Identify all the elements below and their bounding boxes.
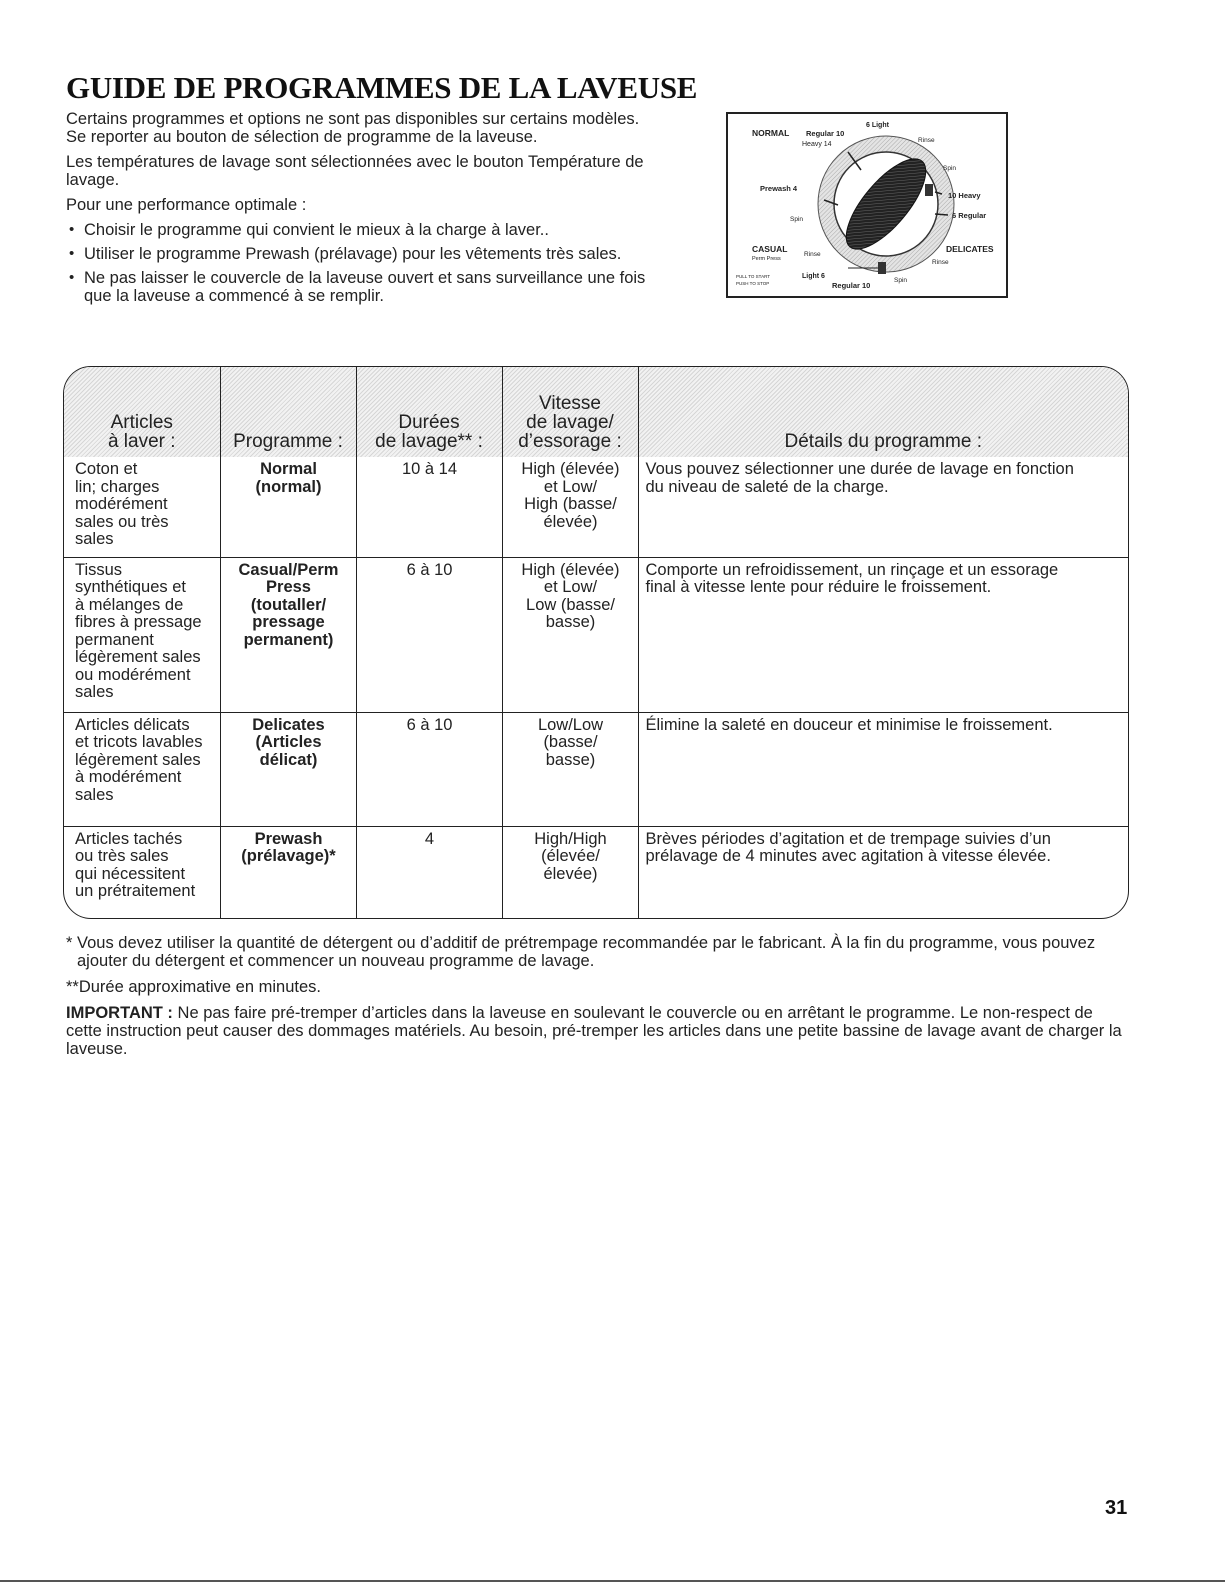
cell-articles-line: qui nécessitent bbox=[75, 864, 186, 883]
cell-articles-line: synthétiques et bbox=[75, 578, 186, 596]
important-notice bbox=[66, 1004, 1131, 1058]
cell-programme-line: Delicates bbox=[252, 715, 325, 734]
header-programme: Programme : bbox=[220, 367, 356, 457]
header-durees: Durées de lavage** : bbox=[356, 367, 502, 457]
table-row bbox=[64, 712, 1128, 826]
page-title: GUIDE DE PROGRAMMES DE LA LAVEUSE bbox=[66, 70, 698, 105]
dial-label-casual: CASUAL bbox=[752, 244, 788, 254]
intro-section bbox=[66, 110, 656, 311]
cell-articles-line: un prétraitement bbox=[75, 882, 196, 900]
cell-details-line: du niveau de saleté de la charge. bbox=[645, 477, 889, 496]
dial-label-pull-start: PULL TO START bbox=[736, 274, 771, 279]
cell-articles-line: légèrement sales bbox=[75, 750, 201, 769]
bottom-rule bbox=[0, 1580, 1225, 1582]
cell-articles-line: permanent bbox=[75, 630, 154, 649]
dial-label-delicates: DELICATES bbox=[946, 244, 994, 254]
dial-label-light6-top: 6 Light bbox=[866, 122, 889, 129]
cell-vitesse bbox=[502, 712, 638, 826]
table-row bbox=[64, 457, 1128, 557]
cell-vitesse-line: Low (basse/ bbox=[526, 595, 615, 614]
cell-vitesse-line: Low/Low bbox=[537, 715, 604, 734]
cell-details bbox=[638, 712, 1128, 826]
cell-articles-line: fibres à pressage bbox=[75, 613, 202, 631]
cell-articles-line: légèrement sales bbox=[75, 648, 201, 666]
dial-label-regular6: 6 Regular bbox=[952, 211, 987, 220]
table-row bbox=[64, 557, 1128, 712]
cell-programme-line: délicat) bbox=[259, 750, 318, 769]
dial-label-normal: NORMAL bbox=[752, 128, 790, 138]
dial-label-spin-left: Spin bbox=[790, 216, 804, 223]
cell-articles bbox=[64, 457, 220, 557]
cell-articles-line: ou modérément bbox=[75, 665, 191, 684]
tip-item: • Ne pas laisser le couvercle de la laveuse ouvert et sans surveillance une fois que la laveuse a commencé à se remplir. bbox=[66, 269, 656, 305]
cell-programme-line: (toutaller/ bbox=[250, 595, 327, 614]
cell-vitesse-line: (élevée/ bbox=[541, 847, 600, 865]
cell-programme-line: Normal bbox=[260, 460, 317, 478]
cell-vitesse bbox=[502, 457, 638, 557]
cell-vitesse-line: High (élevée) bbox=[521, 460, 620, 478]
cell-articles-line: sales ou très bbox=[75, 512, 169, 531]
dial-label-rinse-right: Rinse bbox=[932, 259, 949, 266]
cell-vitesse-line: High (basse/ bbox=[524, 495, 617, 513]
dial-label-heavy10: 10 Heavy bbox=[948, 191, 981, 200]
cell-articles-line: et tricots lavables bbox=[75, 733, 203, 751]
cell-vitesse bbox=[502, 826, 638, 919]
important-text: Ne pas faire pré-tremper d’articles dans la laveuse en soulevant le couvercle ou en arrêtant le programme. Le non-respect de cette instruction peut causer des dommages matériels. Au besoin, pré-tremper les articles dans une petite bassine de lavage avant de charger la laveuse. bbox=[66, 1004, 1122, 1058]
cell-articles-line: ou très sales bbox=[75, 847, 169, 865]
dial-label-spin-bottom: Spin bbox=[894, 277, 908, 284]
footnotes bbox=[66, 934, 1131, 1066]
cell-programme-line: Press bbox=[266, 578, 311, 596]
cell-vitesse-line: élevée) bbox=[543, 512, 598, 531]
cell-details-line: Comporte un refroidissement, un rinçage et un essorage bbox=[645, 560, 1059, 579]
cell-programme bbox=[220, 557, 356, 712]
cell-details-line: Brèves périodes d’agitation et de trempage suivies d’un bbox=[645, 829, 1051, 848]
cell-programme-line: pressage bbox=[252, 613, 325, 631]
dial-label-regular10: Regular 10 bbox=[806, 129, 845, 138]
cell-articles-line: sales bbox=[75, 785, 114, 804]
tip-item: • Utiliser le programme Prewash (prélavage) pour les vêtements très sales. bbox=[66, 245, 656, 263]
dial-label-push-stop: PUSH TO STOP bbox=[736, 281, 770, 286]
cell-vitesse bbox=[502, 557, 638, 712]
cell-programme-line: (normal) bbox=[255, 477, 322, 496]
cell-articles-line: à mélanges de bbox=[75, 595, 184, 614]
cell-details-line: Élimine la saleté en douceur et minimise le froissement. bbox=[645, 715, 1053, 734]
header-details: Détails du programme : bbox=[638, 367, 1128, 457]
dial-label-heavy14: Heavy 14 bbox=[802, 141, 832, 148]
cell-articles-line: Articles délicats bbox=[75, 715, 190, 734]
cell-details bbox=[638, 457, 1128, 557]
footnote-duration: **Durée approximative en minutes. bbox=[66, 978, 321, 996]
table-header-row bbox=[64, 367, 1128, 457]
cell-articles-line: sales bbox=[75, 530, 114, 548]
cell-programme-line: Casual/Perm bbox=[238, 560, 339, 579]
performance-tips-list bbox=[66, 221, 656, 305]
cell-articles-line: Articles tachés bbox=[75, 829, 183, 848]
cell-programme-line: permanent) bbox=[243, 630, 334, 649]
cell-vitesse-line: (basse/ bbox=[543, 733, 598, 751]
cell-details bbox=[638, 557, 1128, 712]
cycle-selector-dial-illustration bbox=[726, 112, 1008, 298]
header-vitesse: Vitesse de lavage/ d’essorage : bbox=[502, 367, 638, 457]
intro-paragraph-availability: Certains programmes et options ne sont pas disponibles sur certains modèles. Se reporter au bouton de sélection de programme de la laveuse. bbox=[66, 110, 640, 146]
cycle-guide-table-frame bbox=[63, 366, 1129, 919]
dial-label-spin: Spin bbox=[943, 165, 957, 172]
cell-duree: 6 à 10 bbox=[356, 712, 502, 826]
footnote-detergent: * Vous devez utiliser la quantité de détergent ou d’additif de prétrempage recommandée par le fabricant. À la fin du programme, vous pouvez ajouter du détergent et commencer un nouveau programme de lavage. bbox=[66, 934, 1096, 970]
important-label: IMPORTANT : bbox=[66, 1004, 173, 1022]
cell-details-line: final à vitesse lente pour réduire le froissement. bbox=[645, 578, 992, 596]
cell-articles bbox=[64, 712, 220, 826]
cell-programme bbox=[220, 712, 356, 826]
table-row bbox=[64, 826, 1128, 919]
cell-vitesse-line: High (élevée) bbox=[521, 560, 620, 579]
dial-label-prewash4: Prewash 4 bbox=[760, 184, 798, 193]
cell-programme bbox=[220, 826, 356, 919]
cell-articles-line: Tissus bbox=[75, 560, 123, 579]
dial-label-regular10-bottom: Regular 10 bbox=[832, 281, 871, 290]
cell-articles-line: Coton et bbox=[75, 460, 138, 478]
cell-details bbox=[638, 826, 1128, 919]
cell-programme-line: (Articles bbox=[255, 733, 322, 751]
cell-vitesse-line: élevée) bbox=[543, 864, 598, 883]
cell-vitesse-line: High/High bbox=[534, 829, 607, 848]
cell-vitesse-line: et Low/ bbox=[543, 477, 598, 496]
cell-duree: 6 à 10 bbox=[356, 557, 502, 712]
cell-articles bbox=[64, 557, 220, 712]
cell-details-line: prélavage de 4 minutes avec agitation à vitesse élevée. bbox=[645, 847, 1051, 865]
cell-programme-line: Prewash bbox=[254, 829, 323, 848]
dial-label-rinse: Rinse bbox=[918, 137, 935, 144]
cell-articles bbox=[64, 826, 220, 919]
cell-duree: 10 à 14 bbox=[356, 457, 502, 557]
cycle-guide-table bbox=[64, 367, 1128, 919]
cell-vitesse-line: et Low/ bbox=[543, 578, 598, 596]
dial-drawing bbox=[728, 114, 1006, 296]
header-articles: Articles à laver : bbox=[64, 367, 220, 457]
cell-details-line: Vous pouvez sélectionner une durée de lavage en fonction bbox=[645, 460, 1074, 478]
cell-duree: 4 bbox=[356, 826, 502, 919]
dial-label-perm-press: Perm Press bbox=[752, 256, 781, 262]
dial-label-rinse-left: Rinse bbox=[804, 251, 821, 258]
intro-paragraph-performance: Pour une performance optimale : bbox=[66, 196, 307, 214]
tip-item: • Choisir le programme qui convient le mieux à la charge à laver.. bbox=[66, 221, 656, 239]
cell-programme-line: (prélavage)* bbox=[241, 847, 336, 865]
cell-vitesse-line: basse) bbox=[545, 613, 596, 631]
dial-label-light6: Light 6 bbox=[802, 273, 825, 280]
cell-articles-line: à modérément bbox=[75, 768, 182, 786]
cell-articles-line: sales bbox=[75, 683, 114, 701]
cell-articles-line: lin; charges bbox=[75, 477, 160, 496]
intro-paragraph-temperature: Les températures de lavage sont sélectionnées avec le bouton Température de lavage. bbox=[66, 153, 644, 189]
cell-vitesse-line: basse) bbox=[545, 750, 596, 769]
page-number: 31 bbox=[1105, 1497, 1128, 1519]
cell-programme bbox=[220, 457, 356, 557]
cell-articles-line: modérément bbox=[75, 495, 168, 513]
